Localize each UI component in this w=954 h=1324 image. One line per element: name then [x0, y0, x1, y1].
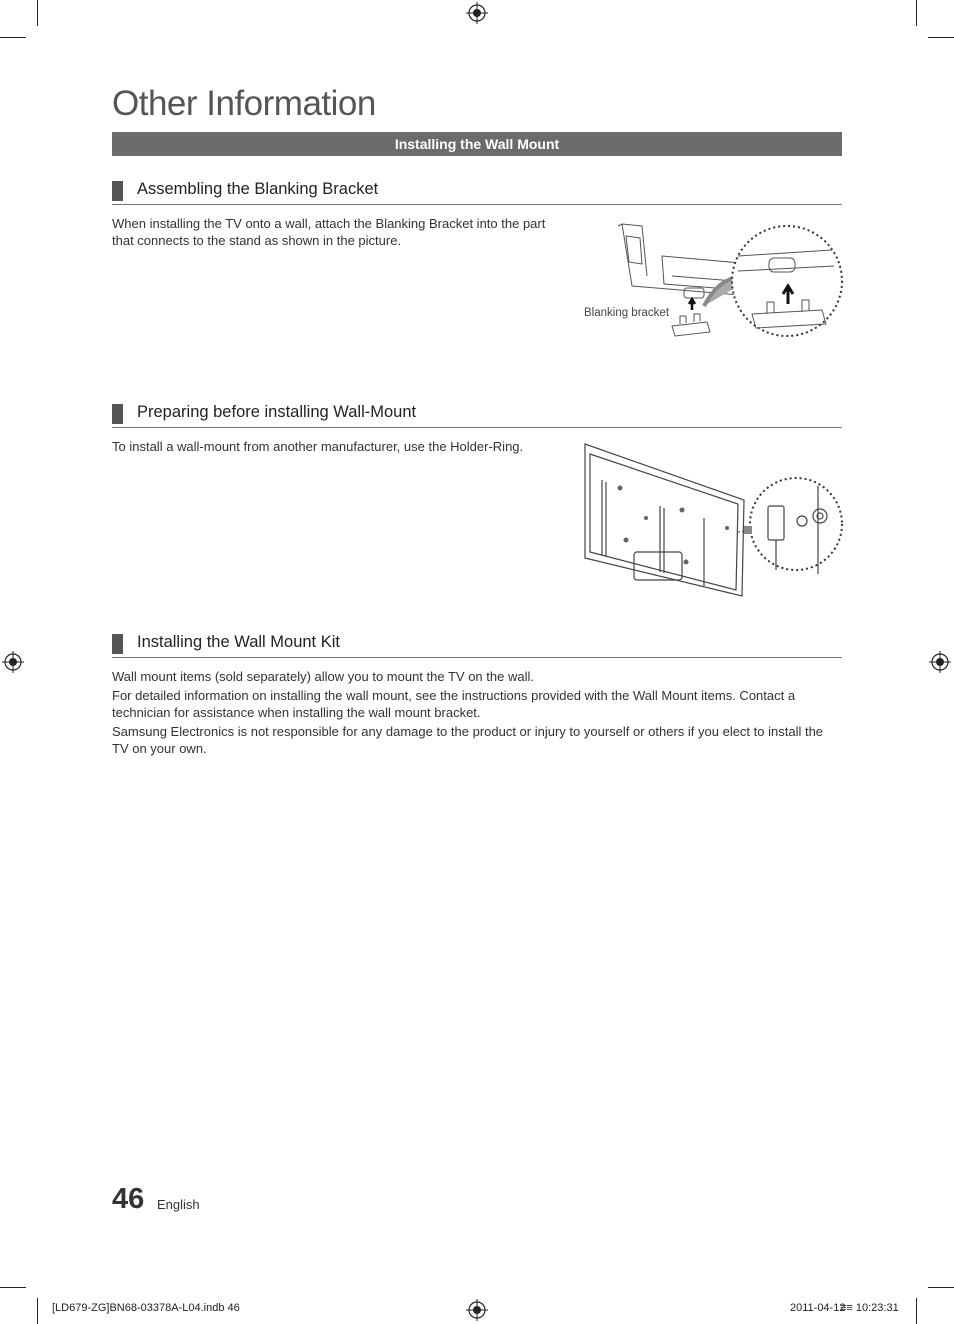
page-language: English — [157, 1197, 200, 1212]
holder-ring-illustration — [582, 440, 844, 598]
page-title: Other Information — [112, 84, 376, 123]
figure-label: Blanking bracket — [584, 307, 670, 319]
section-heading-text: Assembling the Blanking Bracket — [137, 180, 379, 198]
crop-mark — [37, 1298, 38, 1324]
section-body — [112, 438, 557, 457]
registration-mark-icon — [466, 2, 488, 24]
footer-date: 2011-04-12 — [790, 1302, 846, 1314]
paragraph: Samsung Electronics is not responsible for any damage to the product or injury to yourself or others if you elect to install the TV on your own. — [112, 724, 824, 756]
crop-mark — [928, 37, 954, 38]
heading-marker — [112, 404, 123, 424]
crop-mark — [916, 0, 917, 26]
footer-time: ≡≡ 10:23:31 — [840, 1302, 899, 1314]
crop-mark — [37, 0, 38, 26]
crop-mark — [0, 37, 26, 38]
section-banner: Installing the Wall Mount — [112, 132, 842, 156]
registration-mark-icon — [2, 651, 24, 673]
section-heading-wall-mount-kit — [112, 633, 842, 658]
paragraph: To install a wall-mount from another manufacturer, use the Holder-Ring. — [112, 439, 524, 454]
paragraph: When installing the TV onto a wall, attach the Blanking Bracket into the part that connects to the stand as shown in the picture. — [112, 216, 546, 248]
heading-marker — [112, 181, 123, 201]
page-number: 46 — [112, 1183, 145, 1215]
crop-mark — [928, 1287, 954, 1288]
registration-mark-icon — [929, 651, 951, 673]
section-heading-text: Preparing before installing Wall-Mount — [137, 403, 417, 421]
crop-mark — [916, 1298, 917, 1324]
registration-mark-icon — [466, 1299, 488, 1321]
crop-mark — [0, 1287, 26, 1288]
section-heading-text: Installing the Wall Mount Kit — [137, 633, 340, 651]
paragraph: Wall mount items (sold separately) allow you to mount the TV on the wall. — [112, 669, 534, 684]
blanking-bracket-illustration — [612, 216, 844, 346]
heading-marker — [112, 634, 123, 654]
section-body — [112, 668, 842, 759]
section-body — [112, 215, 557, 251]
paragraph: For detailed information on installing the wall mount, see the instructions provided with the Wall Mount items. Contact a technician for assistance when installing the wall mount bracket. — [112, 688, 796, 720]
section-heading-blanking-bracket — [112, 180, 842, 205]
section-heading-preparing-wall-mount — [112, 403, 842, 428]
footer-file-name: [LD679-ZG]BN68-03378A-L04.indb 46 — [52, 1302, 240, 1314]
